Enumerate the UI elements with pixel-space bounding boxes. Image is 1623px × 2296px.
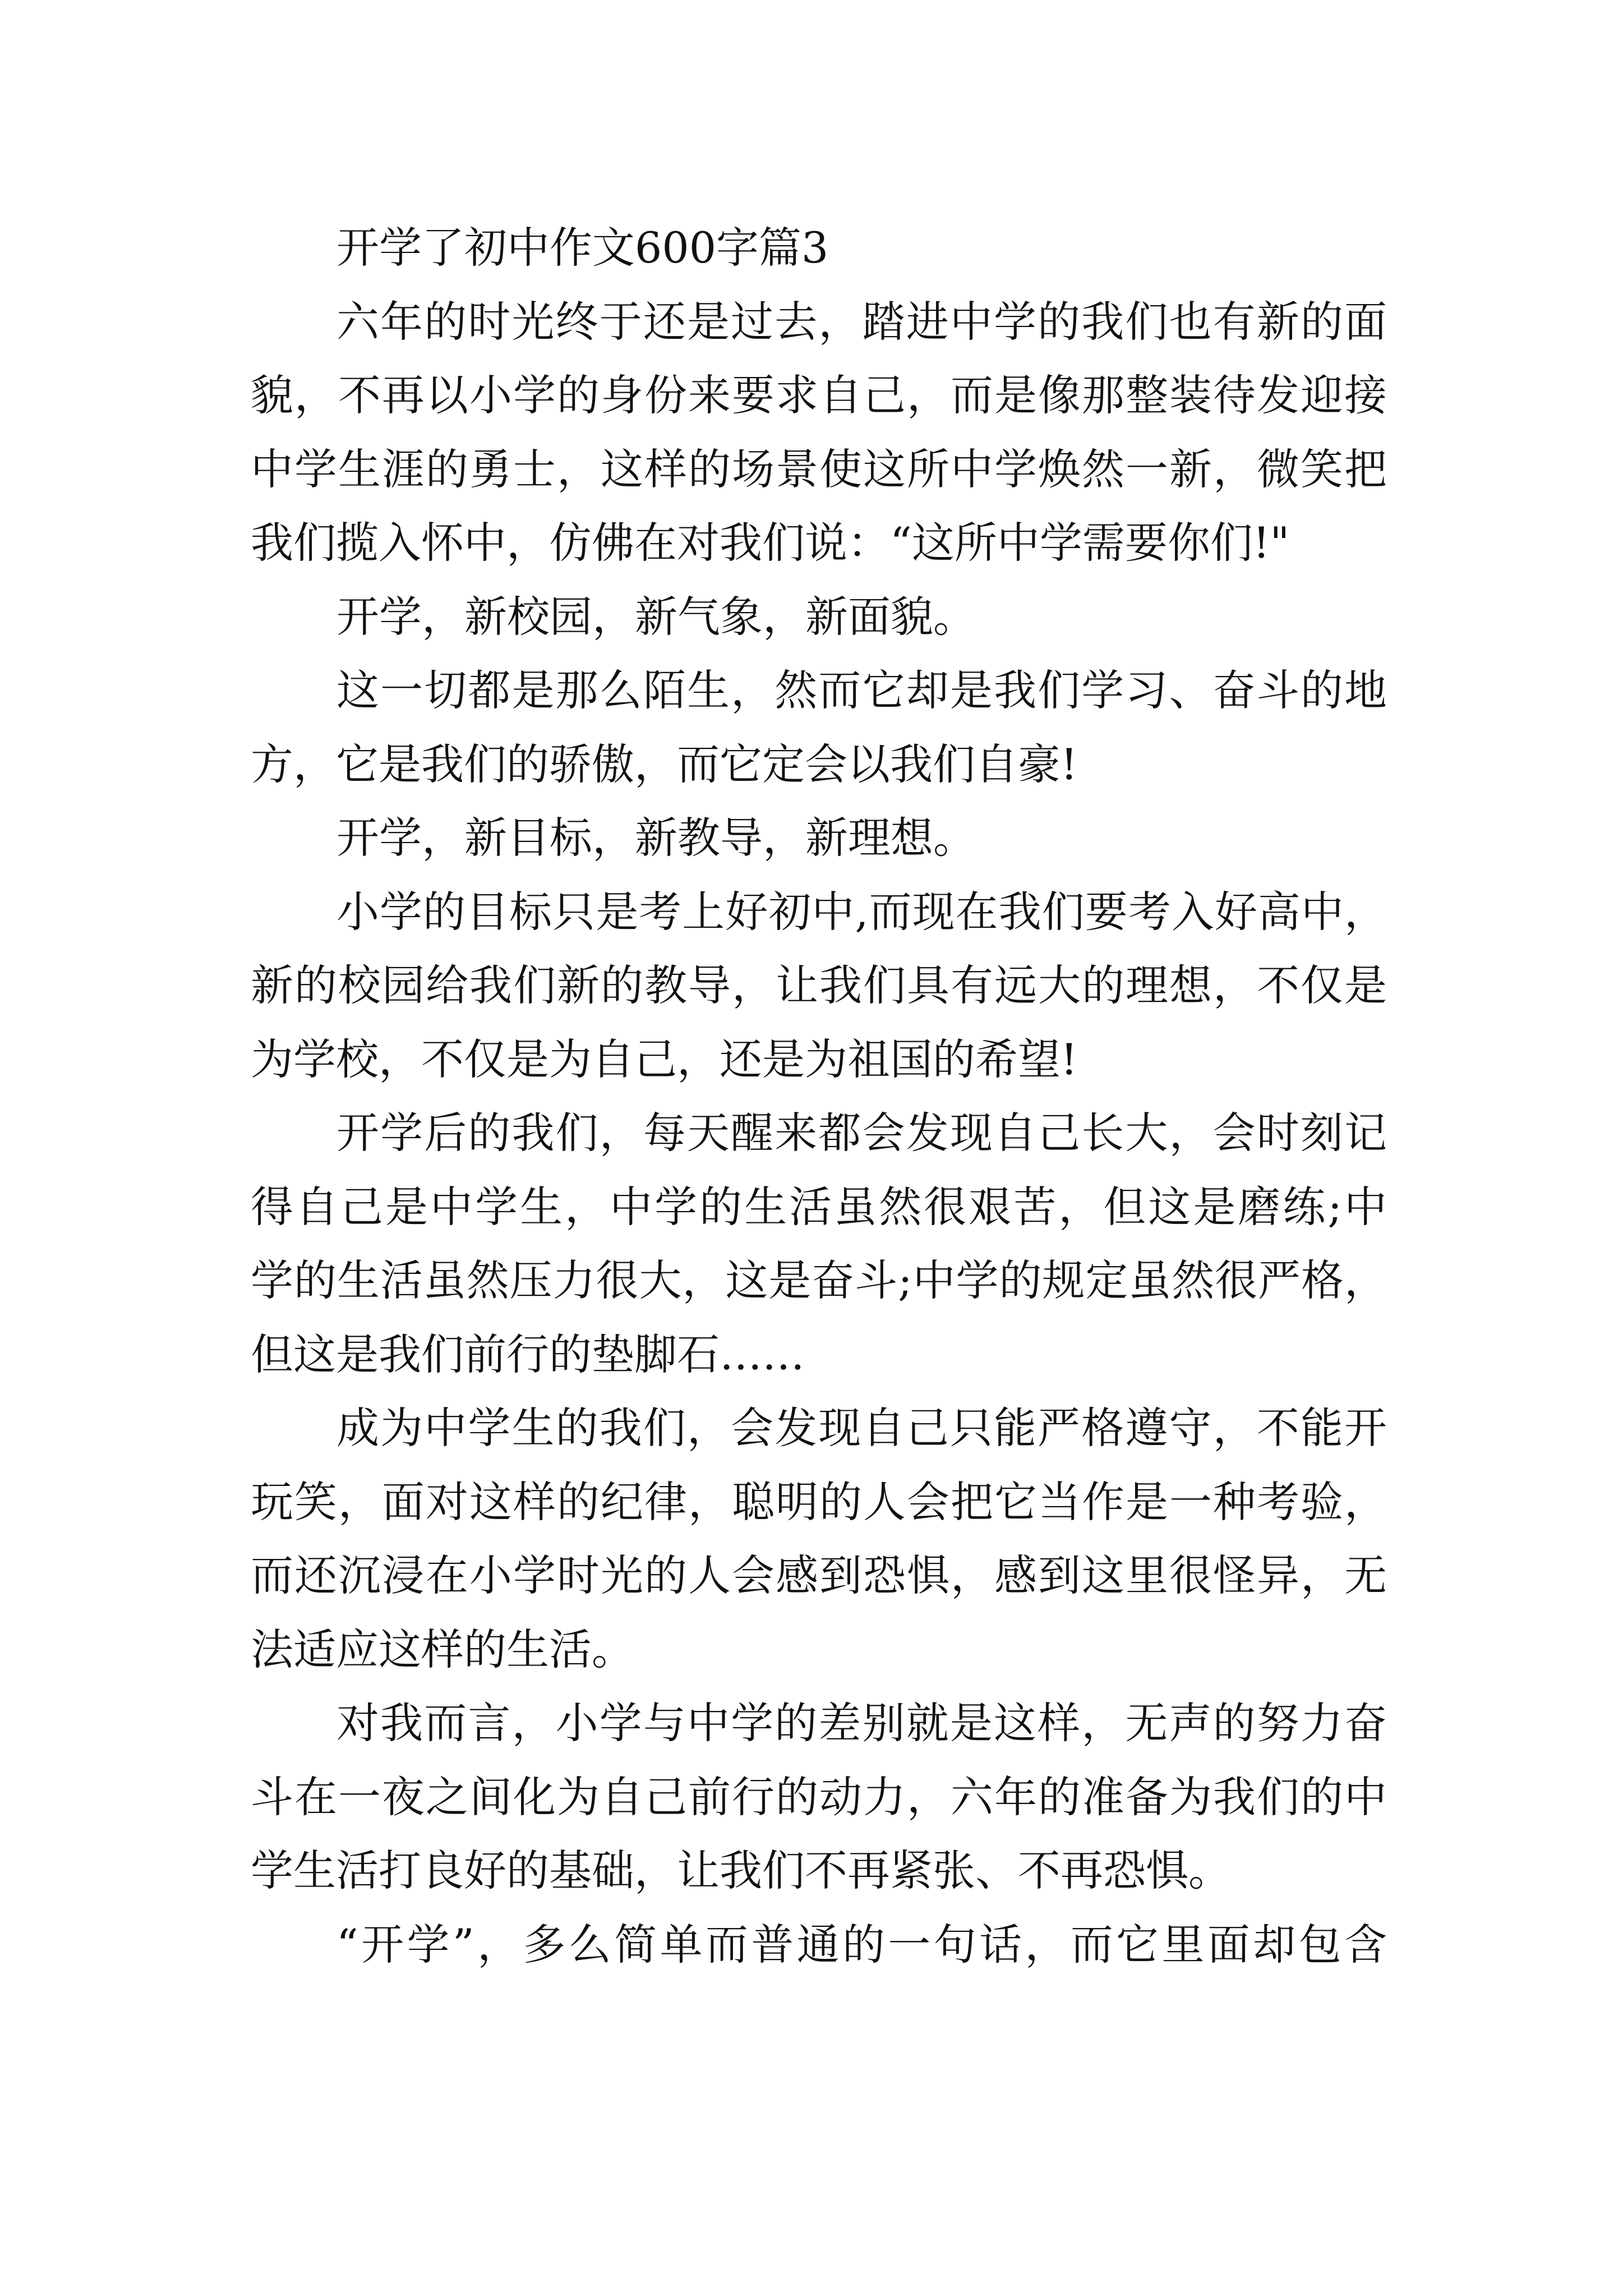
paragraph <box>251 580 1387 654</box>
paragraph-line: 成为中学生的我们，会发现自己只能严格遵守，不能开 <box>336 1403 1387 1453</box>
paragraph-line: 开学后的我们，每天醒来都会发现自己长大，会时刻记 <box>336 1108 1387 1158</box>
paragraph-line: 六年的时光终于还是过去，踏进中学的我们也有新的面 <box>336 296 1387 347</box>
paragraph <box>251 1391 1387 1686</box>
paragraph-line: 开学，新校园，新气象，新面貌。 <box>336 591 976 642</box>
paragraph-line: 学生活打良好的基础，让我们不再紧张、不再恐惧。 <box>251 1846 1231 1895</box>
document-title: 开学了初中作文600字篇3 <box>336 223 829 273</box>
paragraph-line: 这一切都是那么陌生，然而它却是我们学习、奋斗的地 <box>336 665 1387 715</box>
paragraph-line: 为学校，不仅是为自己，还是为祖国的希望! <box>251 1034 1078 1084</box>
paragraph <box>251 285 1387 580</box>
paragraph-line: 方，它是我们的骄傲，而它定会以我们自豪! <box>251 739 1078 789</box>
paragraph-line: 我们揽入怀中，仿佛在对我们说：“这所中学需要你们!" <box>251 518 1290 568</box>
paragraph-line: 学的生活虽然压力很大，这是奋斗;中学的规定虽然很严格， <box>251 1255 1387 1305</box>
paragraph <box>251 1096 1387 1391</box>
paragraph-line: 得自己是中学生，中学的生活虽然很艰苦，但这是磨练;中 <box>251 1181 1387 1232</box>
paragraph-line: 斗在一夜之间化为自己前行的动力，六年的准备为我们的中 <box>251 1772 1387 1822</box>
paragraph-line: 而还沉浸在小学时光的人会感到恐惧，感到这里很怪异，无 <box>251 1550 1387 1600</box>
paragraph-line: 但这是我们前行的垫脚石…… <box>251 1329 805 1379</box>
paragraph <box>251 1908 1387 1982</box>
paragraph-line: “开学”，多么简单而普通的一句话，而它里面却包含 <box>336 1919 1387 1970</box>
paragraph <box>251 654 1387 801</box>
paragraph <box>251 1686 1387 1908</box>
paragraph-line: 玩笑，面对这样的纪律，聪明的人会把它当作是一种考验， <box>251 1476 1387 1527</box>
paragraph-list <box>251 285 1387 1982</box>
paragraph <box>251 875 1387 1097</box>
paragraph-line: 貌，不再以小学的身份来要求自己，而是像那整装待发迎接 <box>251 370 1387 420</box>
document-body <box>251 211 1387 1981</box>
paragraph-line: 新的校园给我们新的教导，让我们具有远大的理想，不仅是 <box>251 960 1387 1010</box>
paragraph-line: 中学生涯的勇士，这样的场景使这所中学焕然一新，微笑把 <box>251 444 1387 494</box>
paragraph <box>251 801 1387 875</box>
paragraph-line: 法适应这样的生活。 <box>251 1624 634 1674</box>
paragraph-line: 对我而言，小学与中学的差别就是这样，无声的努力奋 <box>336 1698 1387 1748</box>
paragraph-line: 小学的目标只是考上好初中,而现在我们要考入好高中， <box>336 886 1387 937</box>
paragraph-line: 开学，新目标，新教导，新理想。 <box>336 813 976 863</box>
